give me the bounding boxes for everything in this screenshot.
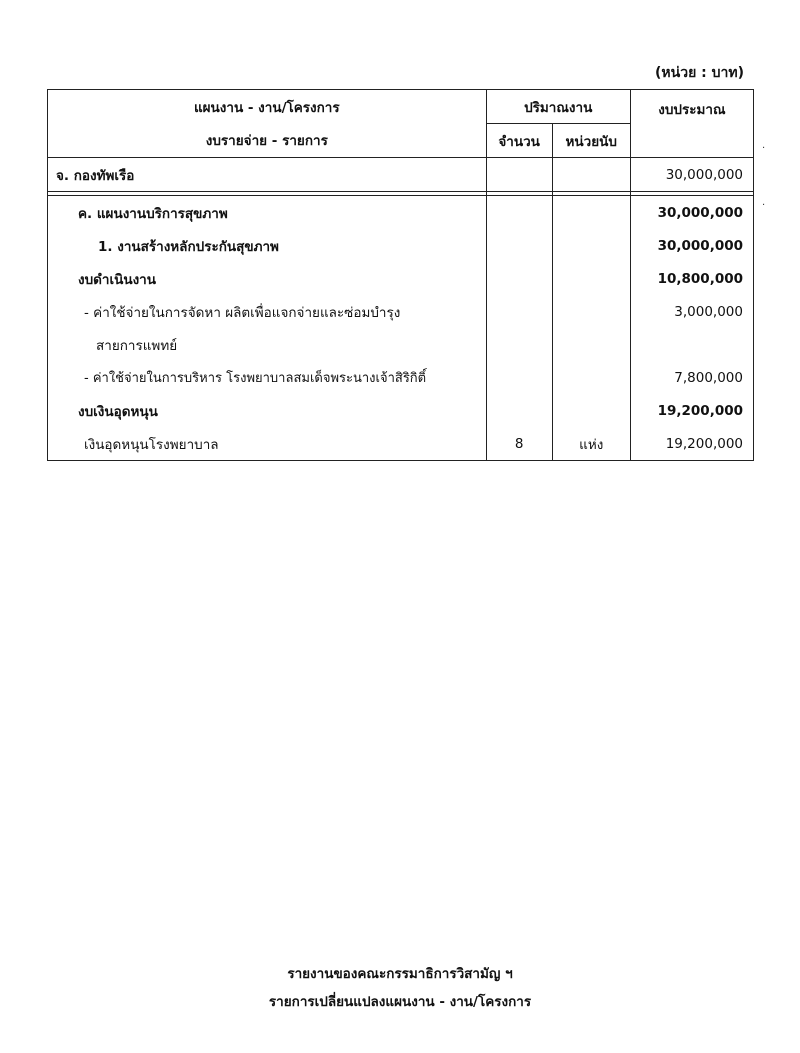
row-unit [552, 229, 630, 262]
row-qty [486, 328, 552, 361]
row-label: - ค่าใช้จ่ายในการบริหาร โรงพยาบาลสมเด็จพระนางเจ้าสิริกิติ์ [48, 361, 487, 394]
table-row [48, 328, 754, 361]
agency-row [48, 158, 754, 192]
header-quantity: ปริมาณงาน [486, 90, 630, 124]
row-amount: 7,800,000 [674, 369, 743, 386]
row-qty [486, 229, 552, 262]
row-label: สายการแพทย์ [48, 328, 487, 361]
row-amount: 19,200,000 [657, 402, 743, 419]
table-row [48, 295, 754, 328]
header-expense-item: งบรายจ่าย - รายการ [48, 124, 487, 158]
table-row [48, 196, 754, 230]
row-unit [552, 196, 630, 230]
row-qty [486, 262, 552, 295]
table-row [48, 262, 754, 295]
header-plan: แผนงาน - งาน/โครงการ [48, 90, 487, 124]
row-amount: 3,000,000 [674, 303, 743, 320]
header-budget: งบประมาณ [630, 90, 753, 158]
agency-unit [552, 158, 630, 192]
table-row [48, 229, 754, 262]
scan-mark: · [762, 143, 766, 154]
budget-table [47, 89, 754, 461]
row-amount: 30,000,000 [657, 204, 743, 221]
row-unit: แห่ง [552, 427, 630, 461]
row-amount [630, 328, 753, 361]
row-unit [552, 328, 630, 361]
row-qty [486, 196, 552, 230]
agency-qty [486, 158, 552, 192]
scan-mark: · [762, 200, 766, 211]
footer [0, 960, 800, 1016]
row-unit [552, 295, 630, 328]
row-amount: 19,200,000 [665, 435, 743, 452]
row-label: งบดำเนินงาน [48, 262, 487, 295]
row-amount: 30,000,000 [657, 237, 743, 254]
footer-line-1: รายงานของคณะกรรมาธิการวิสามัญ ฯ [287, 966, 513, 982]
row-label: - ค่าใช้จ่ายในการจัดหา ผลิตเพื่อแจกจ่ายและซ่อมบำรุง [48, 295, 487, 328]
row-qty [486, 295, 552, 328]
row-label: ค. แผนงานบริการสุขภาพ [48, 196, 487, 230]
row-qty [486, 394, 552, 427]
row-amount: 10,800,000 [657, 270, 743, 287]
row-unit [552, 361, 630, 394]
table-row [48, 394, 754, 427]
row-qty [486, 361, 552, 394]
row-qty: 8 [486, 427, 552, 461]
unit-label: (หน่วย : บาท) [655, 65, 744, 81]
row-label: เงินอุดหนุนโรงพยาบาล [48, 427, 487, 461]
footer-line-2: รายการเปลี่ยนแปลงแผนงาน - งาน/โครงการ [268, 994, 532, 1010]
row-label: งบเงินอุดหนุน [48, 394, 487, 427]
row-unit [552, 262, 630, 295]
agency-label: จ. กองทัพเรือ [48, 158, 487, 192]
table-row [48, 427, 754, 461]
header-row-1 [48, 90, 754, 124]
header-count: จำนวน [486, 124, 552, 158]
row-label: 1. งานสร้างหลักประกันสุขภาพ [48, 229, 487, 262]
row-unit [552, 394, 630, 427]
header-unit: หน่วยนับ [552, 124, 630, 158]
agency-amount: 30,000,000 [630, 158, 753, 192]
table-row [48, 361, 754, 394]
